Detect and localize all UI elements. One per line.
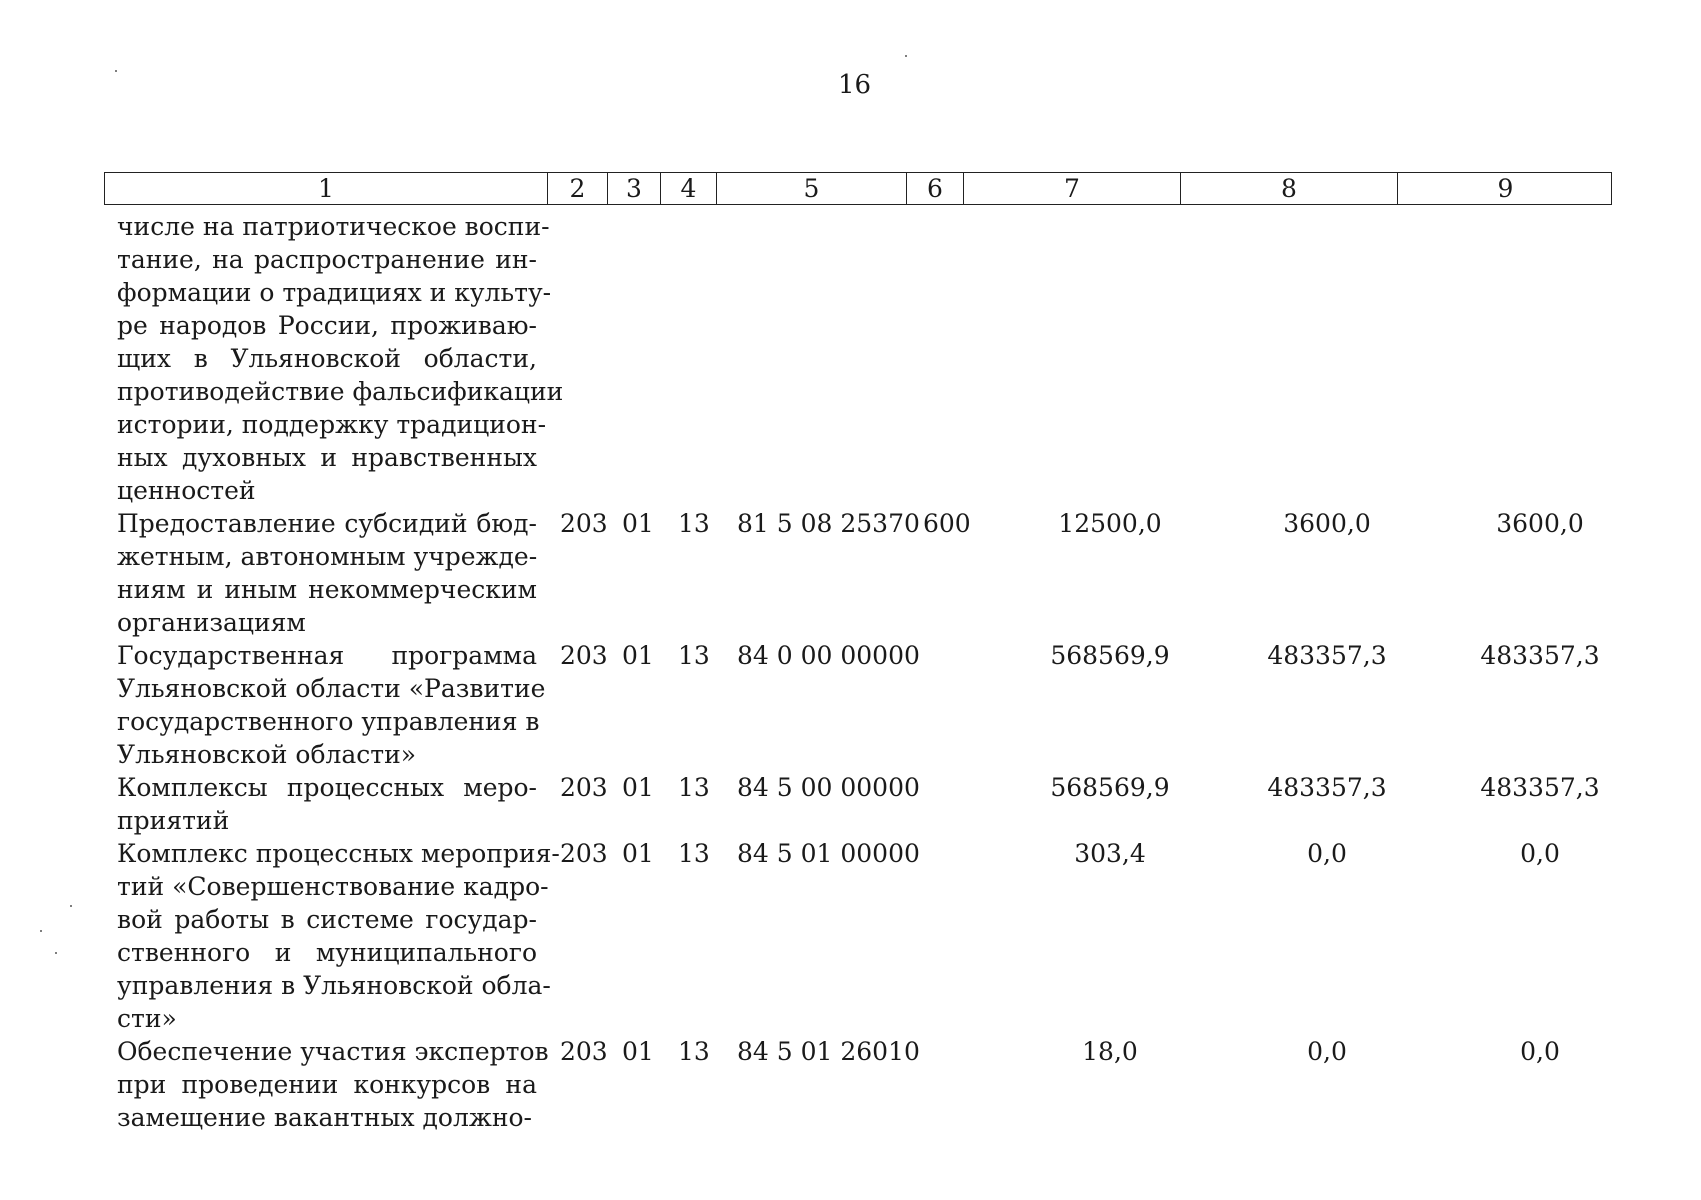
description-line: сти» xyxy=(117,1004,177,1033)
page-number: 16 xyxy=(838,70,872,100)
row-col-8: 0,0 xyxy=(1307,839,1347,868)
description-line: щих в Ульяновской области, xyxy=(117,344,537,373)
row-col-8: 483357,3 xyxy=(1267,773,1387,802)
row-col-8: 483357,3 xyxy=(1267,641,1387,670)
table-header-row xyxy=(104,172,1612,205)
row-col-4: 13 xyxy=(678,773,710,802)
table-row xyxy=(117,1035,1612,1134)
scan-speck xyxy=(40,930,42,932)
row-col-8: 0,0 xyxy=(1307,1037,1347,1066)
row-col-4: 13 xyxy=(678,1037,710,1066)
description-line: управления в Ульяновской обла- xyxy=(117,971,551,1000)
header-col-9: 9 xyxy=(1397,173,1613,204)
row-description xyxy=(117,837,560,1035)
description-line: ственного и муниципального xyxy=(117,938,537,967)
description-line: Ульяновской области» xyxy=(117,740,417,769)
description-line: истории, поддержку традицион- xyxy=(117,410,547,439)
row-col-9: 0,0 xyxy=(1520,1037,1560,1066)
description-line: при проведении конкурсов на xyxy=(117,1070,537,1099)
description-line: Обеспечение участия экспертов xyxy=(117,1037,549,1066)
row-col-5: 84 5 00 00000 xyxy=(737,773,920,802)
table-body xyxy=(117,210,1612,1134)
row-description xyxy=(117,639,546,771)
row-col-7: 568569,9 xyxy=(1050,641,1170,670)
description-line: приятий xyxy=(117,806,230,835)
row-col-9: 483357,3 xyxy=(1480,641,1600,670)
row-col-7: 18,0 xyxy=(1082,1037,1138,1066)
row-col-5: 84 5 01 00000 xyxy=(737,839,920,868)
row-description xyxy=(117,1035,549,1134)
description-line: тий «Совершенствование кадро- xyxy=(117,872,549,901)
description-line: жетным, автономным учрежде- xyxy=(117,542,538,571)
description-line: противодействие фальсификации xyxy=(117,377,564,406)
scan-speck xyxy=(115,70,117,72)
row-col-3: 01 xyxy=(622,1037,654,1066)
row-description xyxy=(117,507,537,639)
row-col-4: 13 xyxy=(678,509,710,538)
row-col-2: 203 xyxy=(560,641,608,670)
description-line: ценностей xyxy=(117,476,256,505)
row-col-5: 84 5 01 26010 xyxy=(737,1037,920,1066)
row-col-9: 0,0 xyxy=(1520,839,1560,868)
header-col-6: 6 xyxy=(906,173,963,204)
row-col-3: 01 xyxy=(622,773,654,802)
header-col-4: 4 xyxy=(660,173,716,204)
row-col-7: 12500,0 xyxy=(1058,509,1162,538)
row-col-9: 483357,3 xyxy=(1480,773,1600,802)
description-line: организациям xyxy=(117,608,306,637)
table-row xyxy=(117,210,1612,507)
scan-speck xyxy=(905,55,907,57)
description-line: Предоставление субсидий бюд- xyxy=(117,509,537,538)
row-col-4: 13 xyxy=(678,641,710,670)
row-col-3: 01 xyxy=(622,839,654,868)
description-line: государственного управления в xyxy=(117,707,540,736)
header-col-5: 5 xyxy=(716,173,906,204)
row-col-7: 303,4 xyxy=(1074,839,1146,868)
row-col-2: 203 xyxy=(560,773,608,802)
header-col-1: 1 xyxy=(318,174,334,203)
row-col-3: 01 xyxy=(622,641,654,670)
table-row xyxy=(117,639,1612,771)
header-col-2: 2 xyxy=(547,173,607,204)
description-line: числе на патриотическое воспи- xyxy=(117,212,550,241)
row-col-3: 01 xyxy=(622,509,654,538)
row-col-5: 81 5 08 25370 xyxy=(737,509,920,538)
row-description xyxy=(117,210,564,507)
row-col-6: 600 xyxy=(923,509,971,538)
row-description xyxy=(117,771,537,837)
header-col-7: 7 xyxy=(963,173,1180,204)
scan-speck xyxy=(55,952,57,954)
row-col-5: 84 0 00 00000 xyxy=(737,641,920,670)
description-line: Комплексы процессных меро- xyxy=(117,773,537,802)
description-line: ниям и иным некоммерческим xyxy=(117,575,537,604)
scan-speck xyxy=(70,905,72,907)
row-col-7: 568569,9 xyxy=(1050,773,1170,802)
description-line: Государственная программа xyxy=(117,641,537,670)
description-line: Ульяновской области «Развитие xyxy=(117,674,546,703)
table-row xyxy=(117,837,1612,1035)
description-line: замещение вакантных должно- xyxy=(117,1103,532,1132)
description-line: ных духовных и нравственных xyxy=(117,443,537,472)
row-col-2: 203 xyxy=(560,839,608,868)
description-line: тание, на распространение ин- xyxy=(117,245,537,274)
row-col-2: 203 xyxy=(560,1037,608,1066)
header-col-3: 3 xyxy=(607,173,660,204)
table-row xyxy=(117,507,1612,639)
description-line: Комплекс процессных мероприя- xyxy=(117,839,560,868)
header-col-8: 8 xyxy=(1180,173,1397,204)
row-col-4: 13 xyxy=(678,839,710,868)
table-row xyxy=(117,771,1612,837)
row-col-2: 203 xyxy=(560,509,608,538)
description-line: вой работы в системе государ- xyxy=(117,905,537,934)
row-col-9: 3600,0 xyxy=(1496,509,1584,538)
description-line: ре народов России, проживаю- xyxy=(117,311,537,340)
row-col-8: 3600,0 xyxy=(1283,509,1371,538)
description-line: формации о традициях и культу- xyxy=(117,278,552,307)
